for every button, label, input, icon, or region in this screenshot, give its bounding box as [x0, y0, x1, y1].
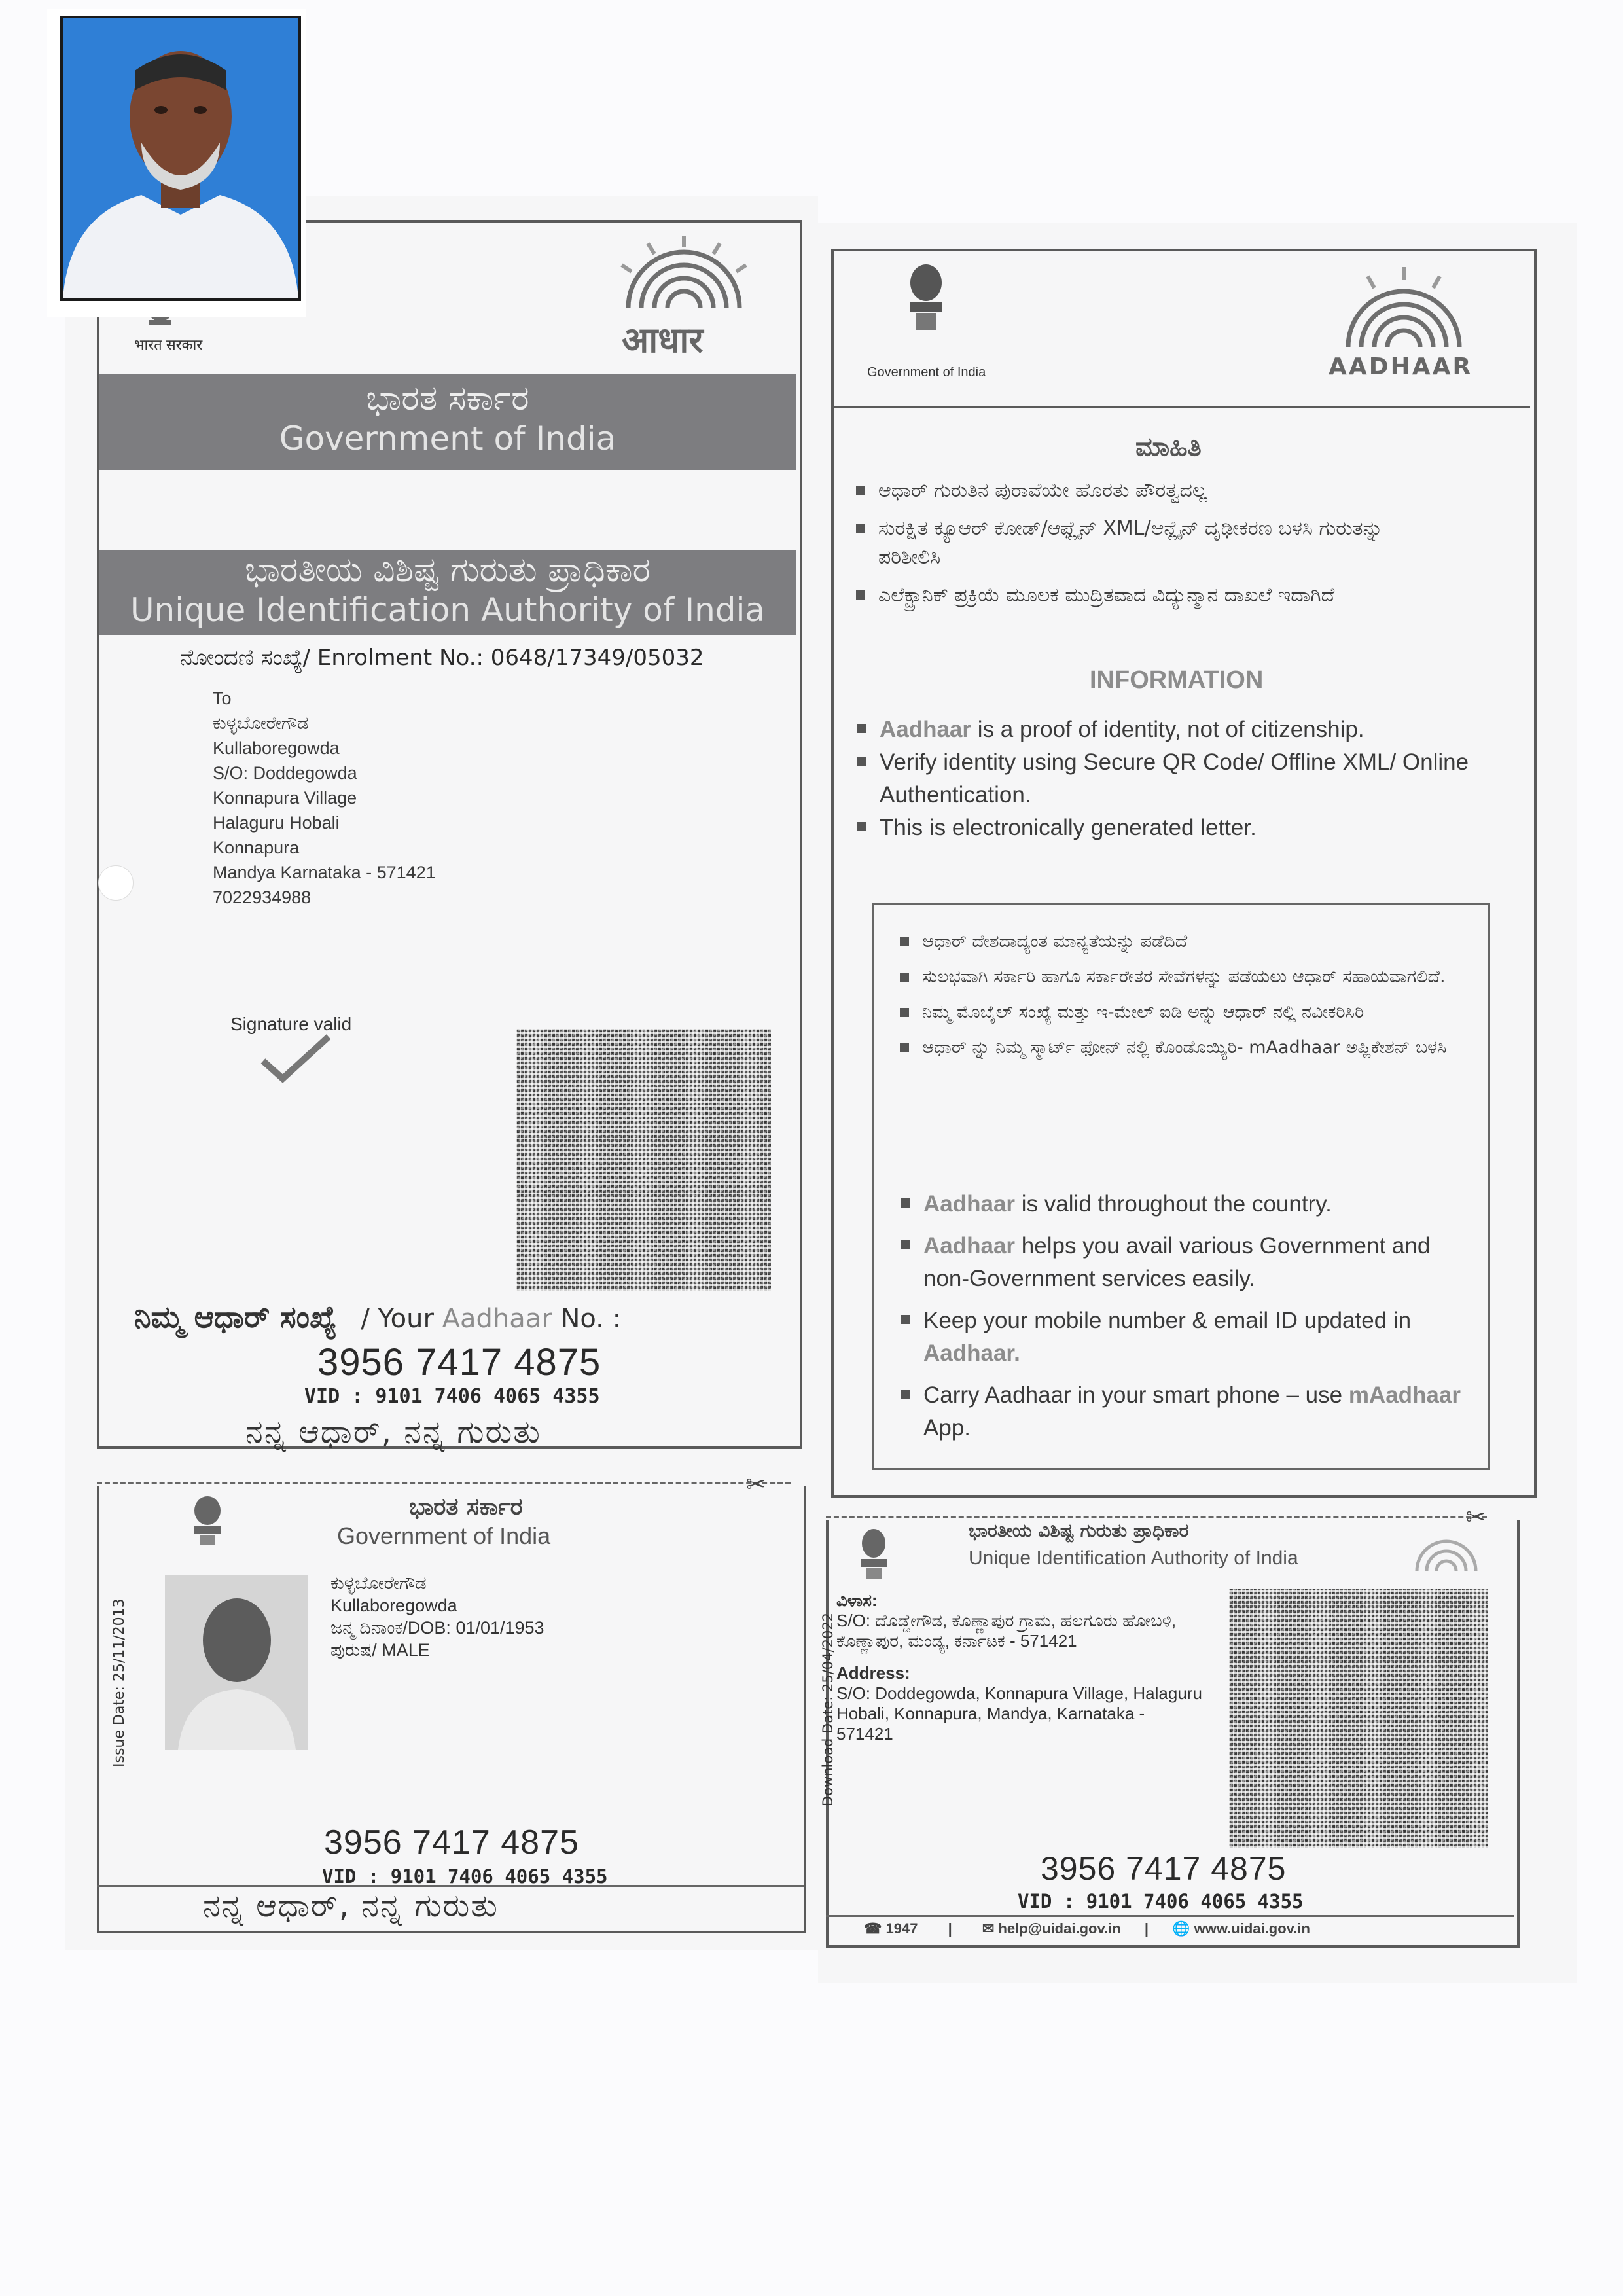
- address-line: Konnapura: [213, 838, 300, 857]
- card-divider: [97, 1885, 804, 1887]
- address-line: Kullaboregowda: [213, 738, 340, 758]
- info-list-en: [857, 713, 1518, 844]
- info-item-kn: ಆಧಾರ್ ಗುರುತಿನ ಪುರಾವೆಯೇ ಹೊರತು ಪೌರತ್ವದಲ್ಲ: [856, 476, 1445, 505]
- footer-email[interactable]: help@uidai.gov.in: [998, 1920, 1121, 1937]
- card-govt-kn: ಭಾರತ ಸರ್ಕಾರ: [409, 1494, 523, 1520]
- box-item-en: [901, 1304, 1477, 1370]
- card-govt-en: Government of India: [337, 1522, 551, 1549]
- government-band: [99, 374, 796, 470]
- uidai-band: [99, 550, 796, 635]
- back-uidai-kn: ಭಾರತೀಯ ವಿಶಿಷ್ಟ ಗುರುತು ಪ್ರಾಧಿಕಾರ: [969, 1520, 1189, 1541]
- aadhaar-label-prefix: / Your: [361, 1304, 434, 1334]
- back-uidai-en: Unique Identification Authority of India: [969, 1547, 1298, 1569]
- box2-rest: helps you avail various Government and non-Government services easily.: [923, 1233, 1431, 1291]
- box-item-kn: ನಿಮ್ಮ ಮೊಬೈಲ್ ಸಂಖ್ಯೆ ಮತ್ತು ಇ-ಮೇಲ್ ಐಡಿ ಅನ್ನು ಆಧಾರ್ ನಲ್ಲಿ ನವೀಕರಿಸಿರಿ: [900, 1000, 1476, 1025]
- enrolment-value: 0648/17349/05032: [490, 645, 704, 671]
- aadhaar-logo-text: आधार: [622, 319, 704, 361]
- emblem-caption: भारत सरकार: [134, 336, 203, 353]
- card-vid: VID : 9101 7406 4065 4355: [322, 1865, 608, 1888]
- box3-hl: Aadhaar.: [923, 1340, 1020, 1366]
- info-item-en: [857, 713, 1518, 746]
- qr-code: [516, 1029, 771, 1291]
- uidai-kn: ಭಾರತೀಯ ವಿಶಿಷ್ಟ ಗುರುತು ಪ್ರಾಧಿಕಾರ: [245, 550, 651, 590]
- aadhaar-number: 3956 7417 4875: [317, 1341, 601, 1384]
- recipient-address: [213, 686, 436, 910]
- info-emblem-icon: [900, 257, 952, 344]
- info-item1-rest: is a proof of identity, not of citizenship.: [977, 717, 1364, 742]
- address-line: Mandya Karnataka - 571421: [213, 863, 436, 882]
- footer-website[interactable]: www.uidai.gov.in: [1194, 1920, 1310, 1937]
- box-item-en: [901, 1230, 1477, 1295]
- box2-hl: Aadhaar: [923, 1233, 1016, 1259]
- aadhaar-label-hl: Aadhaar: [442, 1304, 552, 1334]
- info-list-kn: [856, 476, 1445, 610]
- info-item1-hl: Aadhaar: [880, 717, 972, 742]
- aadhaar-label-kn: ನಿಮ್ಮ ಆಧಾರ್ ಸಂಖ್ಯೆ: [134, 1299, 337, 1335]
- box-item-en: [901, 1188, 1477, 1221]
- card-photo: [165, 1575, 308, 1750]
- info-aadhaar-logo-icon: [1322, 262, 1486, 356]
- address-line: S/O: Doddegowda: [213, 763, 357, 783]
- email-icon: ✉: [982, 1920, 995, 1937]
- info-item-en: Verify identity using Secure QR Code/ Offline XML/ Online Authentication.: [857, 746, 1518, 812]
- cut-line: [97, 1482, 791, 1484]
- signature-label: Signature valid: [230, 1014, 352, 1034]
- info-header-divider: [832, 406, 1530, 408]
- back-footer: [864, 1920, 1310, 1937]
- scissors-icon: ✂: [746, 1471, 766, 1498]
- back-address: [836, 1590, 1203, 1744]
- box4-hl: mAadhaar: [1348, 1382, 1461, 1408]
- box-item-kn: ಆಧಾರ್ ನ್ನು ನಿಮ್ಮ ಸ್ಮಾರ್ಟ್ ಫೋನ್ ನಲ್ಲಿ ಕೊಂಡೊಯ್ಯಿರಿ- mAadhaar ಅಪ್ಲಿಕೇಶನ್ ಬಳಸಿ: [900, 1035, 1476, 1060]
- address-line: To: [213, 689, 232, 708]
- scissors-icon: ✂: [1466, 1504, 1486, 1531]
- info-box-list-kn: [900, 929, 1476, 1060]
- aadhaar-label-suffix: No. :: [560, 1304, 622, 1334]
- box-item-kn: ಆಧಾರ್ ದೇಶದಾದ್ಯಂತ ಮಾನ್ಯತೆಯನ್ನು ಪಡೆದಿದೆ: [900, 929, 1476, 954]
- card-details: [330, 1572, 544, 1661]
- government-kn: ಭಾರತ ಸರ್ಕಾರ: [366, 379, 529, 418]
- card-dob: ಜನ್ಮ ದಿನಾಂಕ/DOB: 01/01/1953: [330, 1618, 544, 1638]
- address-en: S/O: Doddegowda, Konnapura Village, Halaguru Hobali, Konnapura, Mandya, Karnataka - 571421: [836, 1683, 1202, 1744]
- card-emblem-icon: [187, 1492, 228, 1554]
- info-heading-en: INFORMATION: [1090, 666, 1264, 694]
- uidai-en: Unique Identification Authority of India: [130, 591, 766, 629]
- phone-icon: ☎: [864, 1920, 882, 1937]
- box1-rest: is valid throughout the country.: [1021, 1191, 1332, 1217]
- punch-hole: [98, 865, 134, 901]
- box4-post: App.: [923, 1415, 971, 1441]
- back-aadhaar-number: 3956 7417 4875: [1041, 1850, 1287, 1887]
- footer-phone: 1947: [885, 1920, 918, 1937]
- address-line: Konnapura Village: [213, 788, 357, 808]
- box-item-kn: ಸುಲಭವಾಗಿ ಸರ್ಕಾರಿ ಹಾಗೂ ಸರ್ಕಾರೇತರ ಸೇವೆಗಳನ್ನು ಪಡೆಯಲು ಆಧಾರ್ ಸಹಾಯವಾಗಲಿದೆ.: [900, 965, 1476, 990]
- card-slogan: ನನ್ನ ಆಧಾರ್, ನನ್ನ ಗುರುತು: [203, 1888, 499, 1924]
- enrolment-label: ನೋಂದಣಿ ಸಂಖ್ಯೆ/ Enrolment No.:: [180, 645, 484, 671]
- info-box-list-en: [901, 1188, 1477, 1444]
- info-aadhaar-logo-text: AADHAAR: [1329, 353, 1473, 380]
- info-item-kn: ಎಲೆಕ್ಟ್ರಾನಿಕ್ ಪ್ರಕ್ರಿಯೆ ಮೂಲಕ ಮುದ್ರಿತವಾದ ವಿದ್ಯುನ್ಮಾನ ದಾಖಲೆ ಇದಾಗಿದೆ: [856, 581, 1445, 610]
- address-label-kn: ವಿಳಾಸ:: [836, 1590, 878, 1610]
- download-date: Download Date: 25/04/2022: [820, 1612, 836, 1806]
- box-item-en: [901, 1379, 1477, 1444]
- phone-number: 7022934988: [213, 888, 312, 907]
- address-label-en: Address:: [836, 1663, 910, 1683]
- back-aadhaar-logo-icon: [1407, 1525, 1486, 1580]
- card-aadhaar-number: 3956 7417 4875: [324, 1823, 579, 1861]
- info-heading-kn: ಮಾಹಿತಿ: [1135, 432, 1202, 462]
- aadhaar-number-label: [134, 1299, 621, 1336]
- box4-pre: Carry Aadhaar in your smart phone – use: [923, 1382, 1343, 1408]
- footer-separator: |: [948, 1920, 952, 1937]
- info-item-kn: ಸುರಕ್ಷಿತ ಕ್ಯೂಆರ್ ಕೋಡ್/ಆಫ್ಲೈನ್ XML/ಆನ್ಲೈನ್ ದೃಢೀಕರಣ ಬಳಸಿ ಗುರುತನ್ನು ಪರಿಶೀಲಿಸಿ: [856, 514, 1445, 572]
- checkmark-icon: [257, 1031, 335, 1084]
- card-name-kn: ಕುಳ್ಳಬೋರೇಗೌಡ: [330, 1573, 427, 1593]
- address-line: ಕುಳ್ಳಬೋರೇಗೌಡ: [213, 713, 309, 733]
- back-qr-code: [1229, 1589, 1488, 1848]
- card-gender: ಪುರುಷ/ MALE: [330, 1640, 430, 1660]
- info-emblem-caption: Government of India: [867, 365, 986, 380]
- issue-date: Issue Date: 25/11/2013: [111, 1598, 128, 1767]
- address-kn: S/O: ದೊಡ್ಡೇಗೌಡ, ಕೊಣ್ಣಾಪುರ ಗ್ರಾಮ, ಹಲಗೂರು ಹೋಬಳಿ, ಕೊಣ್ಣಾಪುರ, ಮಂಡ್ಯ, ಕರ್ನಾಟಕ - 571421: [836, 1611, 1177, 1651]
- back-footer-divider: [826, 1915, 1514, 1917]
- info-item-en: This is electronically generated letter.: [857, 812, 1518, 844]
- box3-pre: Keep your mobile number & email ID updated in: [923, 1308, 1412, 1333]
- back-vid: VID : 9101 7406 4065 4355: [1018, 1890, 1304, 1912]
- box1-hl: Aadhaar: [923, 1191, 1016, 1217]
- vid-number: VID : 9101 7406 4065 4355: [304, 1385, 600, 1408]
- slogan: ನನ್ನ ಆಧಾರ್, ನನ್ನ ಗುರುತು: [245, 1414, 541, 1450]
- enrolment-number: [180, 645, 704, 671]
- cut-line-right: [826, 1516, 1487, 1518]
- government-en: Government of India: [279, 420, 616, 457]
- card-name-en: Kullaboregowda: [330, 1596, 457, 1615]
- address-line: Halaguru Hobali: [213, 813, 340, 833]
- back-emblem-icon: [854, 1525, 893, 1587]
- footer-separator: |: [1144, 1920, 1149, 1937]
- signature-valid: [230, 1013, 351, 1086]
- passport-photo: [60, 16, 301, 301]
- globe-icon: 🌐: [1172, 1920, 1190, 1937]
